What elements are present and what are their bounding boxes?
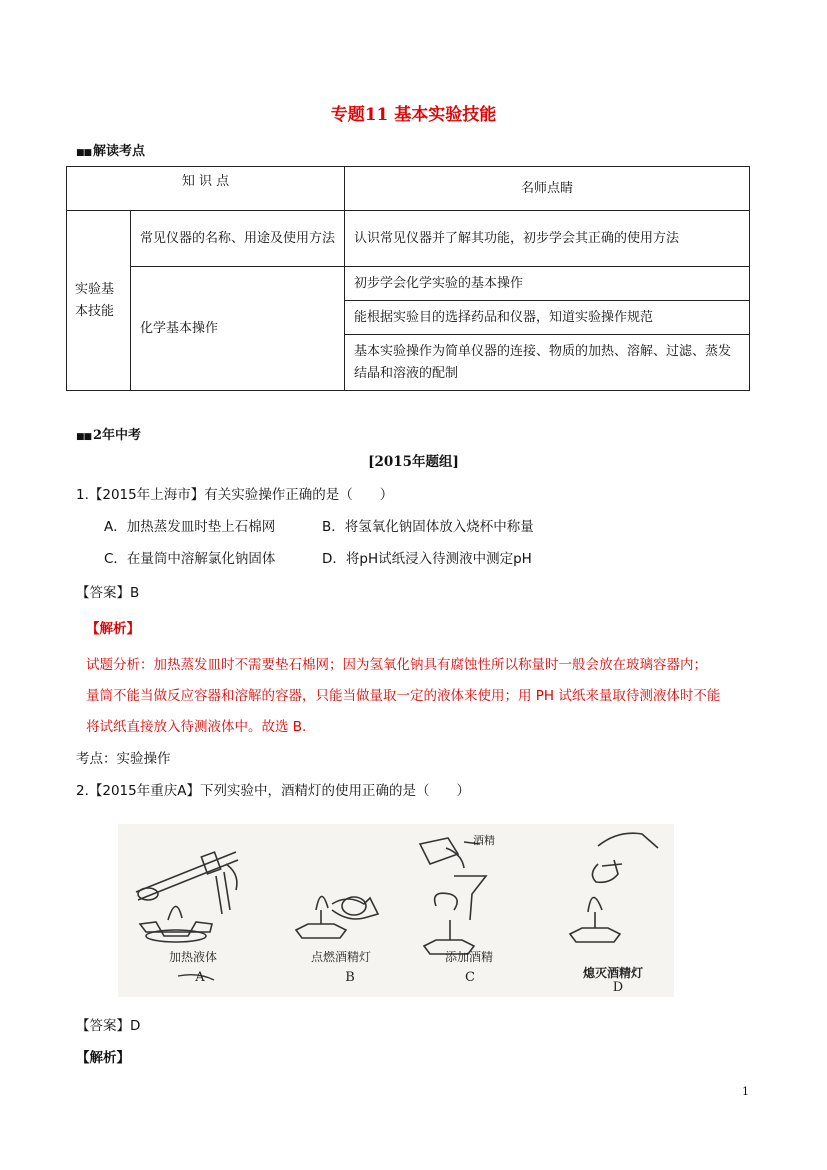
alcohol-lamp-figure <box>118 824 674 997</box>
table-tip-operations-1: 初步学会化学实验的基本操作 <box>345 267 750 301</box>
section-mark-icon: ■■ <box>76 148 92 158</box>
q1-option-c: C．在量筒中溶解氯化钠固体 <box>104 551 276 567</box>
table-topic-instruments: 常见仪器的名称、用途及使用方法 <box>131 211 345 267</box>
q1-analysis-line: 量筒不能当做反应容器和溶解的容器，只能当做量取一定的液体来使用；用 PH 试纸来量取待测液体时不能 <box>86 688 721 704</box>
figure-letter-d: D <box>612 980 624 995</box>
table-tip-operations-2: 能根据实验目的选择药品和仪器，知道实验操作规范 <box>345 301 750 335</box>
q2-stem: 2.【2015年重庆A】下列实验中，酒精灯的使用正确的是（ ） <box>76 783 470 799</box>
section-heading-text: 解读考点 <box>93 144 146 159</box>
q1-option-b: B．将氢氧化钠固体放入烧杯中称量 <box>322 519 534 535</box>
q2-analysis-label: 【解析】 <box>76 1050 130 1066</box>
table-header-knowledge: 知 识 点 <box>67 167 345 211</box>
section-heading-text: 2年中考 <box>93 428 142 443</box>
figure-alcohol-tag: 酒精 <box>473 834 495 847</box>
figure-label-d: 熄灭酒精灯 <box>582 966 643 980</box>
q1-option-a: A．加热蒸发皿时垫上石棉网 <box>104 519 276 535</box>
section-heading-interpretation <box>76 140 145 159</box>
question-group-title: [2015年题组] <box>368 454 459 470</box>
figure-letter-a: A <box>195 970 205 985</box>
q1-option-d: D．将pH试纸浸入待测液中测定pH <box>322 551 532 567</box>
q1-answer: 【答案】B <box>76 585 140 601</box>
table-topic-operations: 化学基本操作 <box>131 267 345 391</box>
q1-analysis-line: 试题分析：加热蒸发皿时不需要垫石棉网；因为氢氧化钠具有腐蚀性所以称量时一般会放在玻璃容器内； <box>86 657 707 673</box>
q2-answer: 【答案】D <box>76 1018 141 1034</box>
q1-analysis-line: 将试纸直接放入待测液体中。故选 B. <box>86 719 307 735</box>
q1-stem: 1.【2015年上海市】有关实验操作正确的是（ ） <box>76 487 394 503</box>
q1-analysis-label: 【解析】 <box>86 621 140 637</box>
table-tip-instruments: 认识常见仪器并了解其功能，初步学会其正确的使用方法 <box>345 211 750 267</box>
table-header-tips: 名师点睛 <box>345 167 750 211</box>
section-heading-exams <box>76 424 141 443</box>
figure-label-c: 添加酒精 <box>444 950 493 964</box>
document-title: 专题11 基本实验技能 <box>330 105 497 125</box>
figure-label-b: 点燃酒精灯 <box>310 950 371 964</box>
table-group-cell: 实验基本技能 <box>67 211 131 391</box>
q1-kaodian: 考点：实验操作 <box>76 751 171 767</box>
figure-label-a: 加热液体 <box>168 950 217 964</box>
table-tip-operations-3: 基本实验操作为简单仪器的连接、物质的加热、溶解、过滤、蒸发结晶和溶液的配制 <box>345 335 750 391</box>
knowledge-table <box>66 166 750 391</box>
section-mark-icon: ■■ <box>76 432 92 442</box>
page-number: 1 <box>742 1085 749 1098</box>
q1-analysis <box>86 650 766 743</box>
figure-letter-c: C <box>465 970 475 985</box>
figure-letter-b: B <box>345 970 355 985</box>
